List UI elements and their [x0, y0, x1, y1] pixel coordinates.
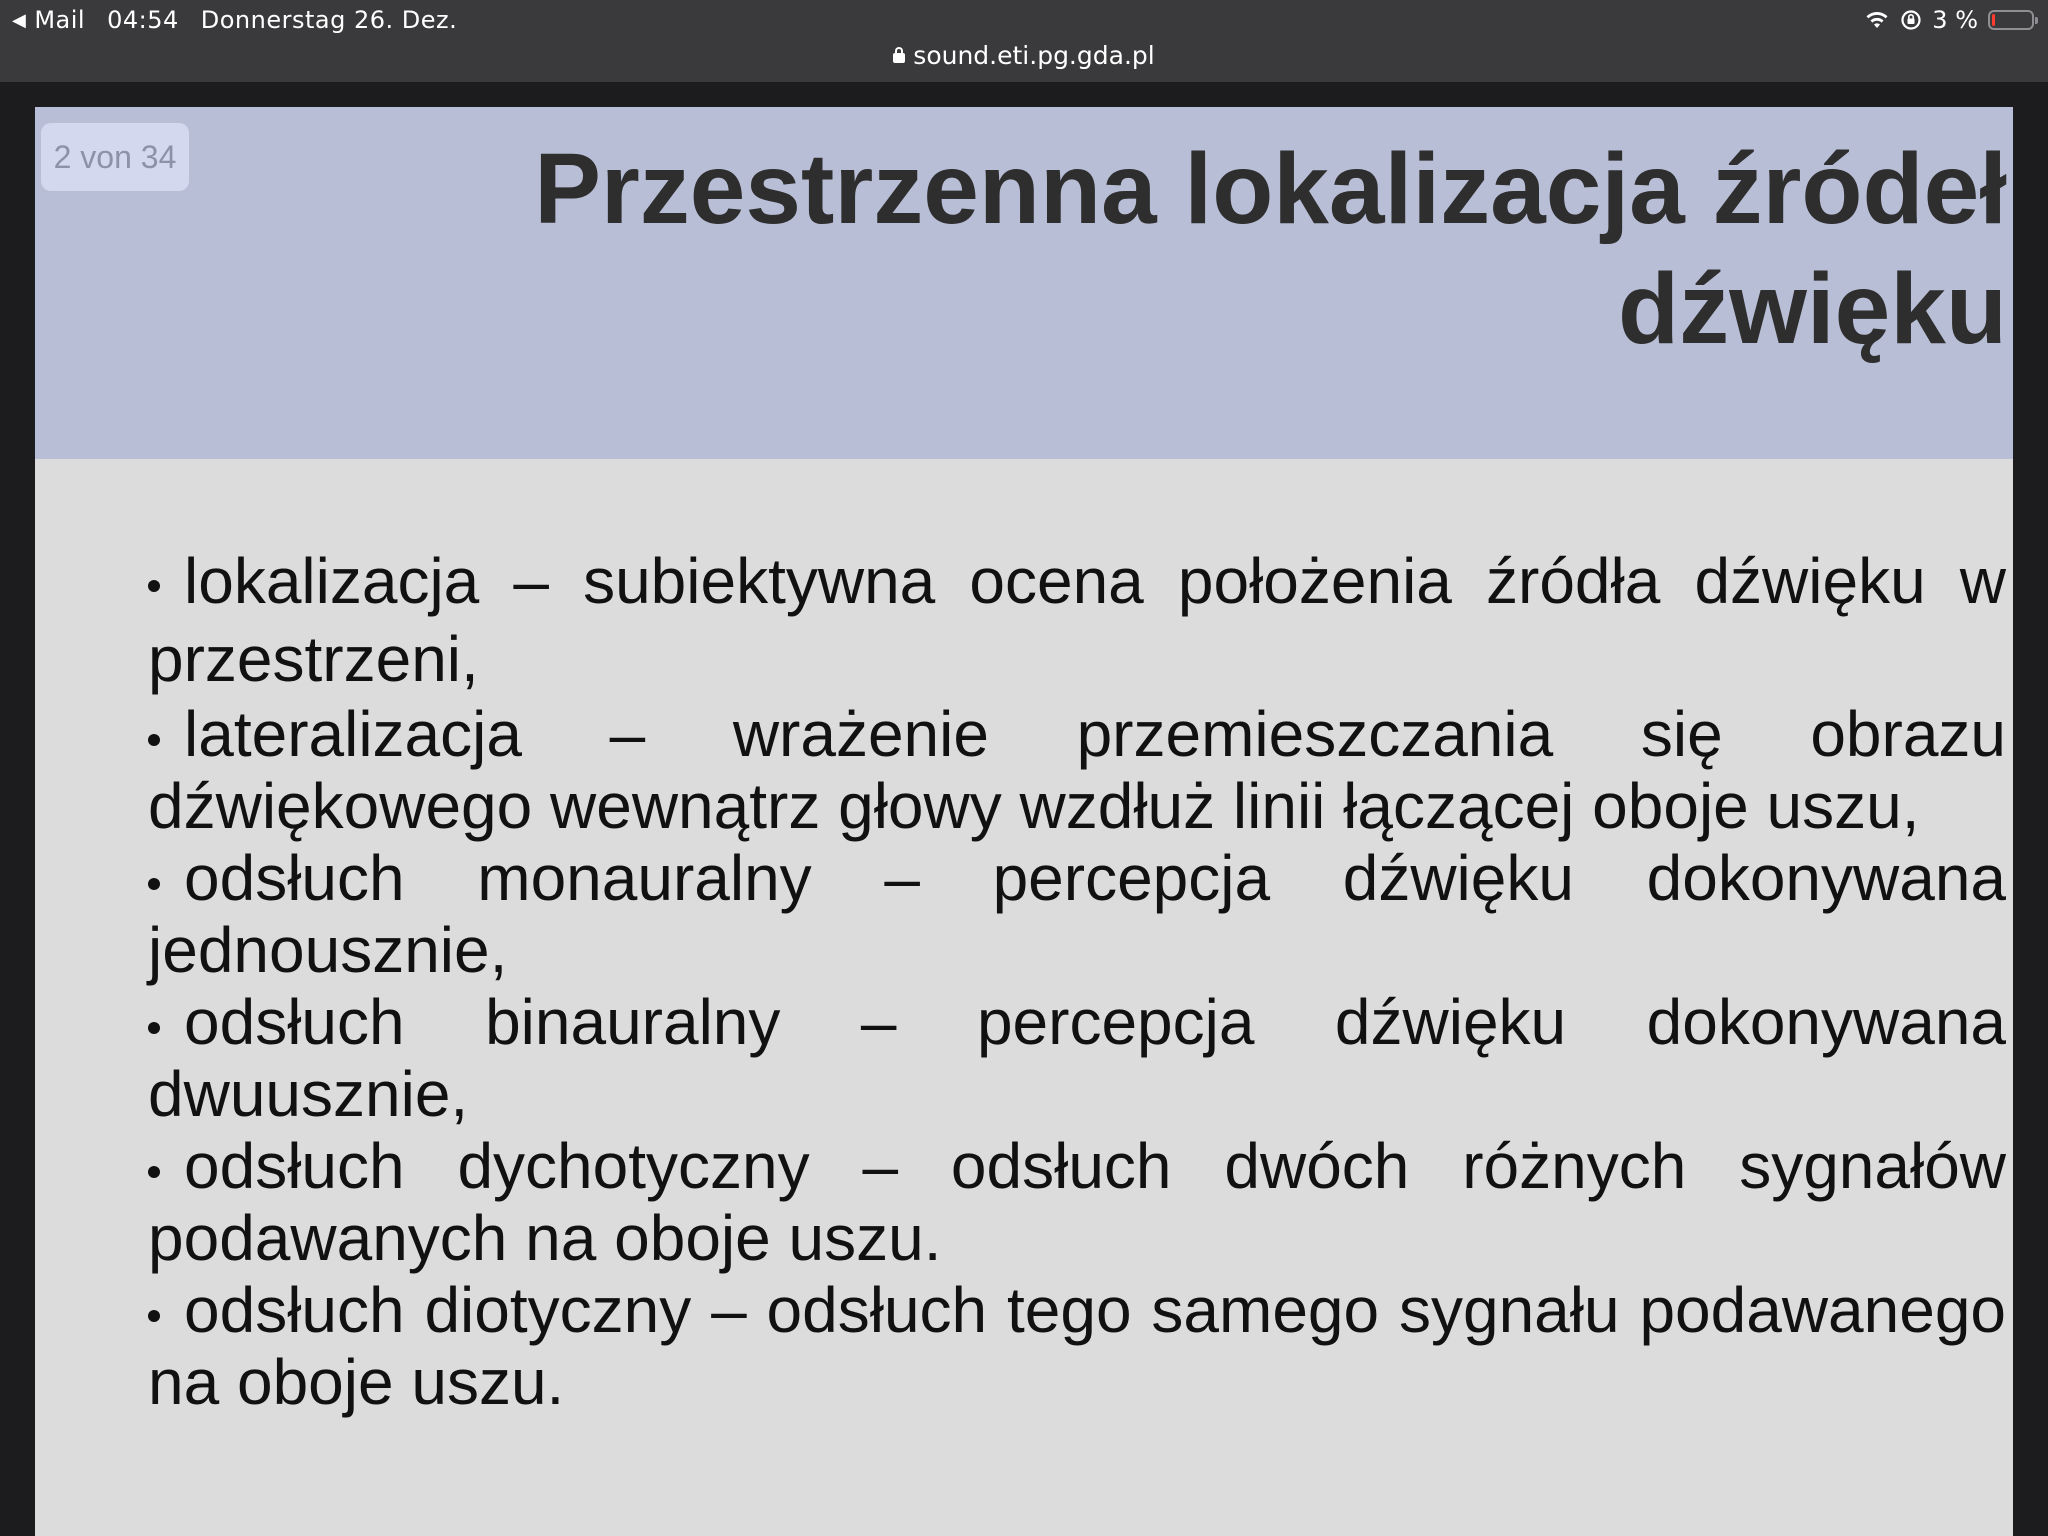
list-item	[148, 842, 2006, 986]
bullet-dot	[148, 580, 160, 592]
list-item	[148, 1130, 2006, 1274]
list-item-text: odsłuch monauralny – percepcja dźwięku dokonywana jednousznie,	[148, 842, 2006, 986]
url-bar[interactable]	[0, 38, 2048, 72]
list-item-text: odsłuch diotyczny – odsłuch tego samego sygnału podawanego na oboje uszu.	[148, 1274, 2006, 1418]
battery-level-fill	[1992, 14, 1995, 26]
wifi-icon	[1864, 10, 1890, 30]
status-bar-left	[12, 4, 457, 36]
list-item	[148, 698, 2006, 842]
slide-title	[307, 129, 2007, 369]
list-item-text: lateralizacja – wrażenie przemieszczania się obrazu dźwiękowego wewnątrz głowy wzdłuż linii łączącej oboje uszu,	[148, 698, 2006, 842]
list-item-text: odsłuch dychotyczny – odsłuch dwóch różnych sygnałów podawanych na oboje uszu.	[148, 1130, 2006, 1274]
list-item	[148, 1274, 2006, 1418]
lock-icon	[893, 47, 905, 63]
slide-title-line-1: Przestrzenna lokalizacja źródeł	[534, 133, 2007, 245]
battery-percentage: 3 %	[1932, 6, 1978, 34]
url-text[interactable]: sound.eti.pg.gda.pl	[913, 40, 1155, 70]
bullet-dot	[148, 1022, 160, 1034]
presentation-slide	[35, 107, 2013, 1536]
bullet-list	[148, 542, 2006, 1418]
browser-top-bar	[0, 0, 2048, 82]
bullet-dot	[148, 1310, 160, 1322]
slide-header	[35, 107, 2013, 459]
status-time: 04:54	[107, 6, 179, 34]
slide-title-line-2: dźwięku	[1618, 253, 2007, 365]
list-item-text: odsłuch binauralny – percepcja dźwięku dokonywana dwuusznie,	[148, 986, 2006, 1130]
page-indicator: 2 von 34	[41, 123, 189, 191]
list-item	[148, 986, 2006, 1130]
bullet-dot	[148, 1166, 160, 1178]
list-item	[148, 542, 2006, 698]
list-item-text: lokalizacja – subiektywna ocena położenia źródła dźwięku w przestrzeni,	[148, 545, 2006, 695]
bullet-dot	[148, 878, 160, 890]
orientation-lock-icon	[1900, 9, 1922, 31]
status-bar-right	[1864, 4, 2034, 36]
back-arrow-icon[interactable]: ◀	[12, 9, 27, 31]
back-to-app-link[interactable]: Mail	[34, 6, 86, 34]
status-date: Donnerstag 26. Dez.	[200, 6, 458, 34]
bullet-dot	[148, 734, 160, 746]
battery-icon	[1988, 10, 2034, 30]
